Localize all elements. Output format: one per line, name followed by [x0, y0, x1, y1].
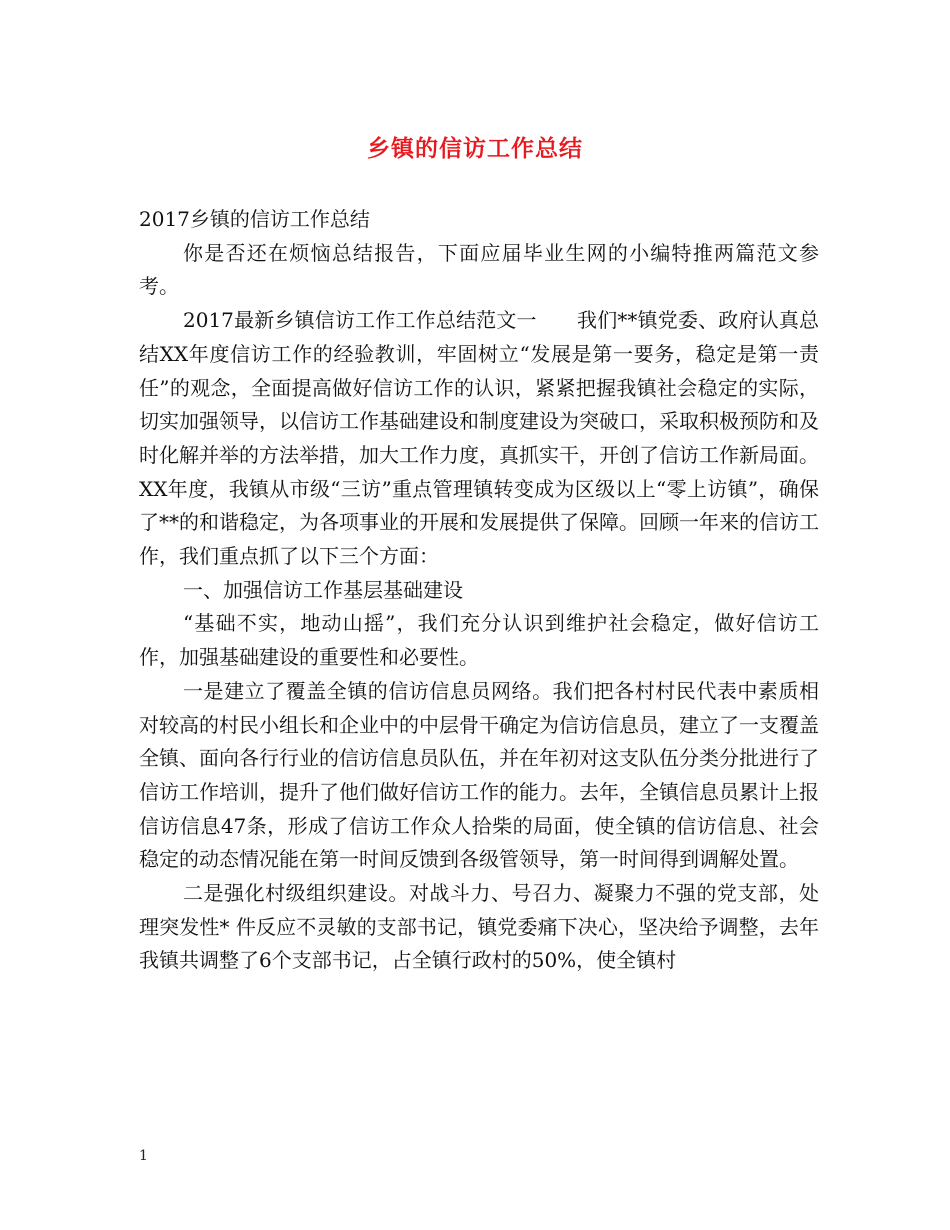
- document-paragraph: 2017乡镇的信访工作总结: [139, 207, 370, 231]
- document-paragraph: 一、加强信访工作基层基础建设: [183, 577, 463, 602]
- document-paragraph: 一是建立了覆盖全镇的信访信息员网络。我们把各村村民代表中素质相对较高的村民小组长和企业中的中层骨干确定为信访信息员，建立了一支覆盖全镇、面向各行行业的信访信息员队伍，并在年初对这支队伍分类分批进行了信访工作培训，提升了他们做好信访工作的能力。去年，全镇信息员累计上报信访信息47条，形成了信访工作众人拾柴的局面，使全镇的信访信息、社会稳定的动态情况能在第一时间反馈到各级管领导，第一时间得到调解处置。: [139, 678, 819, 872]
- document-body: [139, 203, 819, 978]
- document-paragraph: “基础不实，地动山摇”，我们充分认识到维护社会稳定，做好信访工作，加强基础建设的重要性和必要性。: [139, 611, 819, 670]
- document-paragraph: 2017最新乡镇信访工作工作总结范文一 我们**镇党委、政府认真总结XX年度信访工作的经验教训，牢固树立“发展是第一要务，稳定是第一责任”的观念，全面提高做好信访工作的认识，紧紧把握我镇社会稳定的实际，切实加强领导，以信访工作基础建设和制度建设为突破口，采取积极预防和及时化解并举的方法举措，加大工作力度，真抓实干，开创了信访工作新局面。XX年度，我镇从市级“三访”重点管理镇转变成为区级以上“零上访镇”，确保了**的和谐稳定，为各项事业的开展和发展提供了保障。回顾一年来的信访工作，我们重点抓了以下三个方面：: [139, 308, 819, 569]
- document-paragraph: 你是否还在烦恼总结报告，下面应届毕业生网的小编特推两篇范文参考。: [139, 240, 819, 299]
- document-paragraph: 二是强化村级组织建设。对战斗力、号召力、凝聚力不强的党支部，处理突发性* 件反应不灵敏的支部书记，镇党委痛下决心，坚决给予调整，去年我镇共调整了6个支部书记，占全镇行政村的50%，使全镇村: [139, 881, 819, 973]
- page-number: 1: [139, 1148, 148, 1164]
- document-title: 乡镇的信访工作总结: [367, 136, 583, 162]
